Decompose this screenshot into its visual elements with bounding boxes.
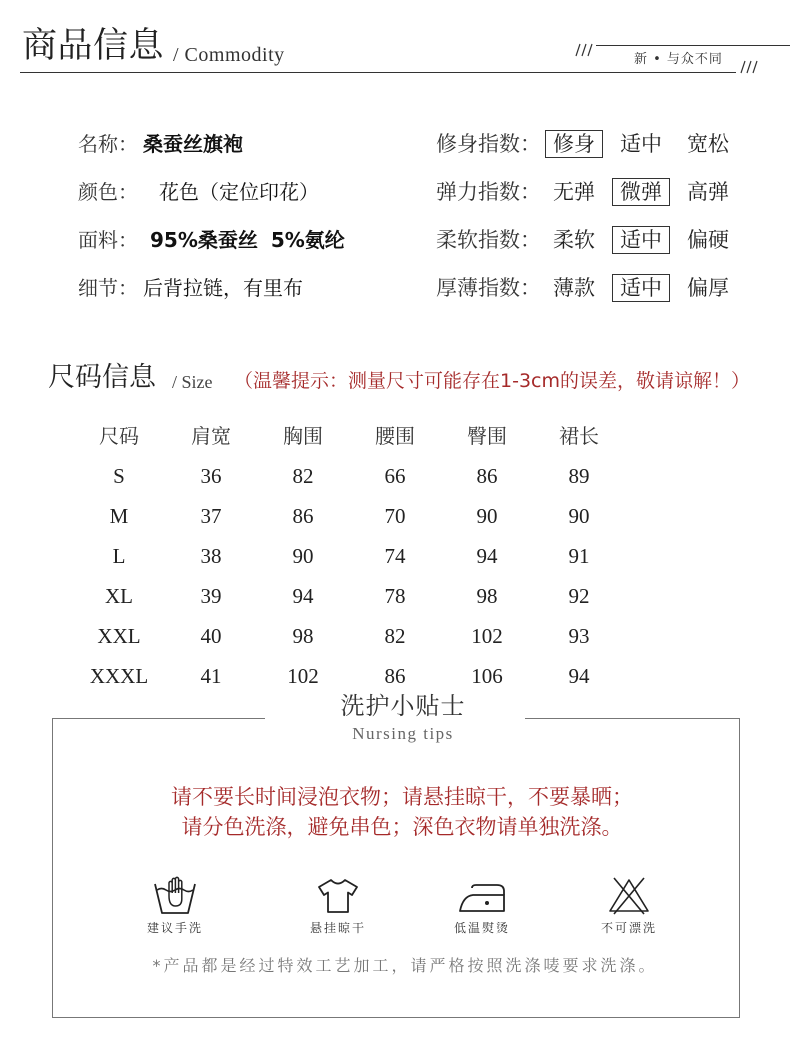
care-symbol-hang-dry xyxy=(288,874,388,936)
size-table-row xyxy=(73,576,625,616)
header-top-divider xyxy=(596,45,790,46)
attr-label-details: 细节： xyxy=(78,276,138,300)
measurement-cell: 98 xyxy=(292,624,314,648)
index-option-slot xyxy=(677,226,739,254)
measurement-cell: 94 xyxy=(568,664,590,688)
index-option-slot xyxy=(677,274,739,302)
hang-dry-icon xyxy=(315,874,361,916)
size-cell: S xyxy=(113,464,125,488)
size-table-header-cell: 胸围 xyxy=(283,424,323,448)
attr-label-color: 颜色： xyxy=(78,180,138,204)
care-title: 洗护小贴士 xyxy=(340,692,466,720)
size-cell: XL xyxy=(105,584,133,608)
measurement-cell: 78 xyxy=(384,584,406,608)
index-option-slot xyxy=(543,130,605,158)
do-not-bleach-icon xyxy=(606,874,652,916)
measurement-cell: 86 xyxy=(384,664,406,688)
index-label-softness: 柔软指数： xyxy=(436,228,541,252)
index-option-slot xyxy=(610,130,672,158)
elasticity-option: 微弹 xyxy=(612,178,670,206)
elasticity-option: 高弹 xyxy=(687,180,729,204)
measurement-cell: 92 xyxy=(568,584,590,608)
measurement-cell: 82 xyxy=(292,464,314,488)
care-footnote: *产品都是经过特效工艺加工，请严格按照洗涤唛要求洗涤。 xyxy=(152,956,658,975)
size-table-header-cell: 裙长 xyxy=(559,424,599,448)
page-title: 商品信息 xyxy=(22,26,165,66)
measurement-cell: 36 xyxy=(200,464,222,488)
measurement-cell: 74 xyxy=(384,544,406,568)
index-option-slot xyxy=(677,178,739,206)
info-row-fabric xyxy=(0,226,790,254)
header-divider xyxy=(20,72,736,73)
info-row-details xyxy=(0,274,790,302)
measurement-cell: 70 xyxy=(384,504,406,528)
measurement-cell: 90 xyxy=(476,504,498,528)
measurement-cell: 106 xyxy=(471,664,503,688)
softness-option: 偏硬 xyxy=(687,228,729,252)
care-symbol-no-bleach xyxy=(579,874,679,936)
measurement-cell: 66 xyxy=(384,464,406,488)
size-table-row xyxy=(73,536,625,576)
size-table-row xyxy=(73,496,625,536)
size-table-row xyxy=(73,616,625,656)
measurement-cell: 90 xyxy=(568,504,590,528)
index-label-fit: 修身指数： xyxy=(436,132,541,156)
index-option-slot xyxy=(610,226,672,254)
index-option-slot xyxy=(543,178,605,206)
care-symbol-label: 悬挂晾干 xyxy=(309,921,366,935)
care-warning-line: 请不要长时间浸泡衣物；请悬挂晾干，不要暴晒； xyxy=(171,785,633,809)
slash-decoration-icon xyxy=(738,60,760,74)
measurement-cell: 40 xyxy=(200,624,222,648)
care-symbol-iron xyxy=(432,874,532,936)
measurement-cell: 86 xyxy=(292,504,314,528)
size-section-subtitle: / Size xyxy=(172,372,213,392)
index-option-slot xyxy=(543,274,605,302)
index-option-slot xyxy=(677,130,739,158)
elasticity-option: 无弹 xyxy=(553,180,595,204)
info-row-name xyxy=(0,130,790,158)
size-cell: M xyxy=(109,504,129,528)
size-table-header-cell: 腰围 xyxy=(375,424,415,448)
measurement-cell: 93 xyxy=(568,624,590,648)
attr-label-name: 名称： xyxy=(78,132,138,156)
care-box-top-border xyxy=(52,718,265,719)
size-table xyxy=(73,416,625,696)
index-label-elasticity: 弹力指数： xyxy=(436,180,541,204)
measurement-cell: 94 xyxy=(476,544,498,568)
care-symbol-label: 低温熨烫 xyxy=(453,921,510,935)
fit-option: 适中 xyxy=(620,132,662,156)
fit-option: 修身 xyxy=(545,130,603,158)
index-option-slot xyxy=(543,226,605,254)
measurement-cell: 39 xyxy=(200,584,222,608)
softness-option: 适中 xyxy=(612,226,670,254)
size-notice: （温馨提示：测量尺寸可能存在1-3cm的误差，敬请谅解！） xyxy=(234,370,750,392)
measurement-cell: 37 xyxy=(200,504,222,528)
care-symbol-label: 不可漂洗 xyxy=(600,921,657,935)
size-table-header-cell: 尺码 xyxy=(99,424,139,448)
size-section-title: 尺码信息 xyxy=(48,362,156,393)
care-symbol-hand-wash xyxy=(125,874,225,936)
measurement-cell: 38 xyxy=(200,544,222,568)
measurement-cell: 89 xyxy=(568,464,590,488)
attr-value-fabric: 95%桑蚕丝 5%氨纶 xyxy=(150,228,345,252)
slash-decoration-icon xyxy=(572,43,596,57)
size-cell: XXL xyxy=(97,624,141,648)
low-temp-iron-icon xyxy=(457,874,507,916)
measurement-cell: 98 xyxy=(476,584,498,608)
size-cell: L xyxy=(112,544,126,568)
measurement-cell: 91 xyxy=(568,544,590,568)
softness-option: 柔软 xyxy=(553,228,595,252)
size-table-row xyxy=(73,456,625,496)
measurement-cell: 82 xyxy=(384,624,406,648)
care-subtitle: Nursing tips xyxy=(352,724,454,743)
index-label-thickness: 厚薄指数： xyxy=(436,276,541,300)
measurement-cell: 102 xyxy=(287,664,319,688)
care-warning-line: 请分色洗涤，避免串色；深色衣物请单独洗涤。 xyxy=(181,815,623,839)
index-option-slot xyxy=(610,178,672,206)
size-cell: XXXL xyxy=(89,664,149,688)
attr-value-name: 桑蚕丝旗袍 xyxy=(143,132,243,156)
attr-value-color: 花色（定位印花） xyxy=(159,180,319,204)
size-table-header-row xyxy=(73,416,625,456)
care-box-top-border xyxy=(525,718,740,719)
fit-option: 宽松 xyxy=(687,132,729,156)
thickness-option: 薄款 xyxy=(553,276,595,300)
measurement-cell: 102 xyxy=(471,624,503,648)
thickness-option: 适中 xyxy=(612,274,670,302)
measurement-cell: 86 xyxy=(476,464,498,488)
size-table-header-cell: 臀围 xyxy=(467,424,507,448)
brand-tagline: 新 • 与众不同 xyxy=(634,52,723,67)
attr-value-details: 后背拉链，有里布 xyxy=(143,276,303,300)
measurement-cell: 94 xyxy=(292,584,314,608)
info-row-color xyxy=(0,178,790,206)
measurement-cell: 41 xyxy=(200,664,222,688)
thickness-option: 偏厚 xyxy=(687,276,729,300)
page-subtitle: / Commodity xyxy=(173,44,285,66)
attr-label-fabric: 面料： xyxy=(78,228,138,252)
size-table-header-cell: 肩宽 xyxy=(191,424,231,448)
hand-wash-icon xyxy=(153,874,197,916)
measurement-cell: 90 xyxy=(292,544,314,568)
care-symbol-label: 建议手洗 xyxy=(146,921,203,935)
index-option-slot xyxy=(610,274,672,302)
